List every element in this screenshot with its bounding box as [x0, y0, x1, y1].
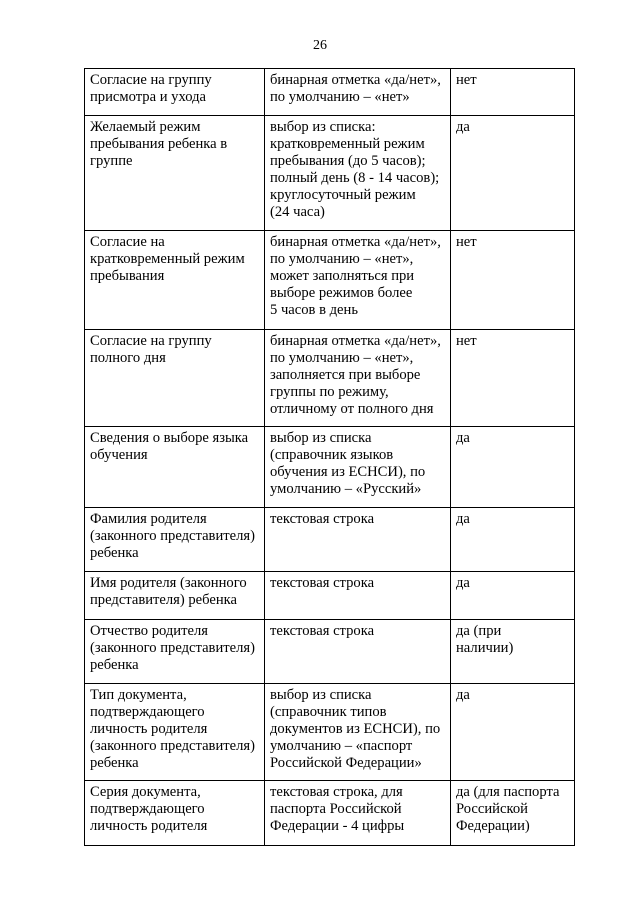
field-format: выбор из списка (справочник языков обучения из ЕСНСИ), по умолчанию – «Русский»	[270, 430, 426, 497]
table-row	[85, 781, 575, 846]
field-required: да (при наличии)	[456, 623, 514, 656]
field-format-cell	[265, 330, 451, 427]
field-format-cell	[265, 116, 451, 231]
field-format: выбор из списка (справочник типов документов из ЕСНСИ), по умолчанию – «паспорт Российской Федерации»	[270, 687, 441, 771]
table-row	[85, 508, 575, 572]
field-format-cell	[265, 781, 451, 846]
field-name-cell	[85, 116, 265, 231]
field-format: текстовая строка, для паспорта Российской Федерации - 4 цифры	[270, 784, 405, 834]
table-row	[85, 116, 575, 231]
field-format: бинарная отметка «да/нет», по умолчанию – «нет»	[270, 72, 441, 105]
field-required-cell	[451, 684, 575, 781]
field-name: Желаемый режим пребывания ребенка в группе	[90, 119, 228, 169]
field-required-cell	[451, 116, 575, 231]
field-format: текстовая строка	[270, 623, 375, 639]
field-name: Тип документа, подтверждающего личность родителя (законного представителя) ребенка	[90, 687, 255, 771]
field-required-cell	[451, 572, 575, 620]
field-required: нет	[456, 234, 477, 250]
table-row	[85, 427, 575, 508]
field-name: Согласие на кратковременный режим пребывания	[90, 234, 245, 284]
field-name-cell	[85, 620, 265, 684]
field-required: да	[456, 430, 470, 446]
field-name-cell	[85, 69, 265, 116]
table-row	[85, 620, 575, 684]
table-row	[85, 69, 575, 116]
field-required: да	[456, 687, 470, 703]
field-required-cell	[451, 620, 575, 684]
field-name-cell	[85, 572, 265, 620]
field-required-cell	[451, 330, 575, 427]
field-name-cell	[85, 508, 265, 572]
field-format-cell	[265, 572, 451, 620]
field-required: да	[456, 119, 470, 135]
field-name-cell	[85, 781, 265, 846]
field-required-cell	[451, 781, 575, 846]
page-number: 26	[313, 38, 327, 53]
field-format-cell	[265, 427, 451, 508]
table-row	[85, 684, 575, 781]
field-required-cell	[451, 69, 575, 116]
field-format: текстовая строка	[270, 575, 375, 591]
field-name-cell	[85, 684, 265, 781]
field-format: бинарная отметка «да/нет», по умолчанию – «нет», может заполняться при выборе режимов более 5 часов в день	[270, 234, 441, 318]
field-name-cell	[85, 427, 265, 508]
field-name: Фамилия родителя (законного представителя) ребенка	[90, 511, 255, 561]
field-format-cell	[265, 620, 451, 684]
field-required: да (для паспорта Российской Федерации)	[456, 784, 560, 834]
field-required-cell	[451, 427, 575, 508]
field-name-cell	[85, 330, 265, 427]
field-format: выбор из списка: кратковременный режим пребывания (до 5 часов); полный день (8 - 14 часов); круглосуточный режим (24 часа)	[270, 119, 440, 220]
table-row	[85, 330, 575, 427]
fields-table	[84, 68, 575, 846]
field-format-cell	[265, 69, 451, 116]
field-name: Сведения о выборе языка обучения	[90, 430, 249, 463]
field-required-cell	[451, 231, 575, 330]
field-required: нет	[456, 333, 477, 349]
field-name: Серия документа, подтверждающего личность родителя	[90, 784, 208, 834]
table-row	[85, 572, 575, 620]
field-name: Согласие на группу присмотра и ухода	[90, 72, 212, 105]
field-format-cell	[265, 231, 451, 330]
field-name: Отчество родителя (законного представителя) ребенка	[90, 623, 255, 673]
field-name: Согласие на группу полного дня	[90, 333, 212, 366]
field-name: Имя родителя (законного представителя) ребенка	[90, 575, 247, 608]
field-format: текстовая строка	[270, 511, 375, 527]
field-required: нет	[456, 72, 477, 88]
field-required-cell	[451, 508, 575, 572]
table-row	[85, 231, 575, 330]
field-name-cell	[85, 231, 265, 330]
field-format: бинарная отметка «да/нет», по умолчанию – «нет», заполняется при выборе группы по режиму, отличному от полного дня	[270, 333, 441, 417]
field-format-cell	[265, 684, 451, 781]
field-required: да	[456, 511, 470, 527]
field-required: да	[456, 575, 470, 591]
field-format-cell	[265, 508, 451, 572]
